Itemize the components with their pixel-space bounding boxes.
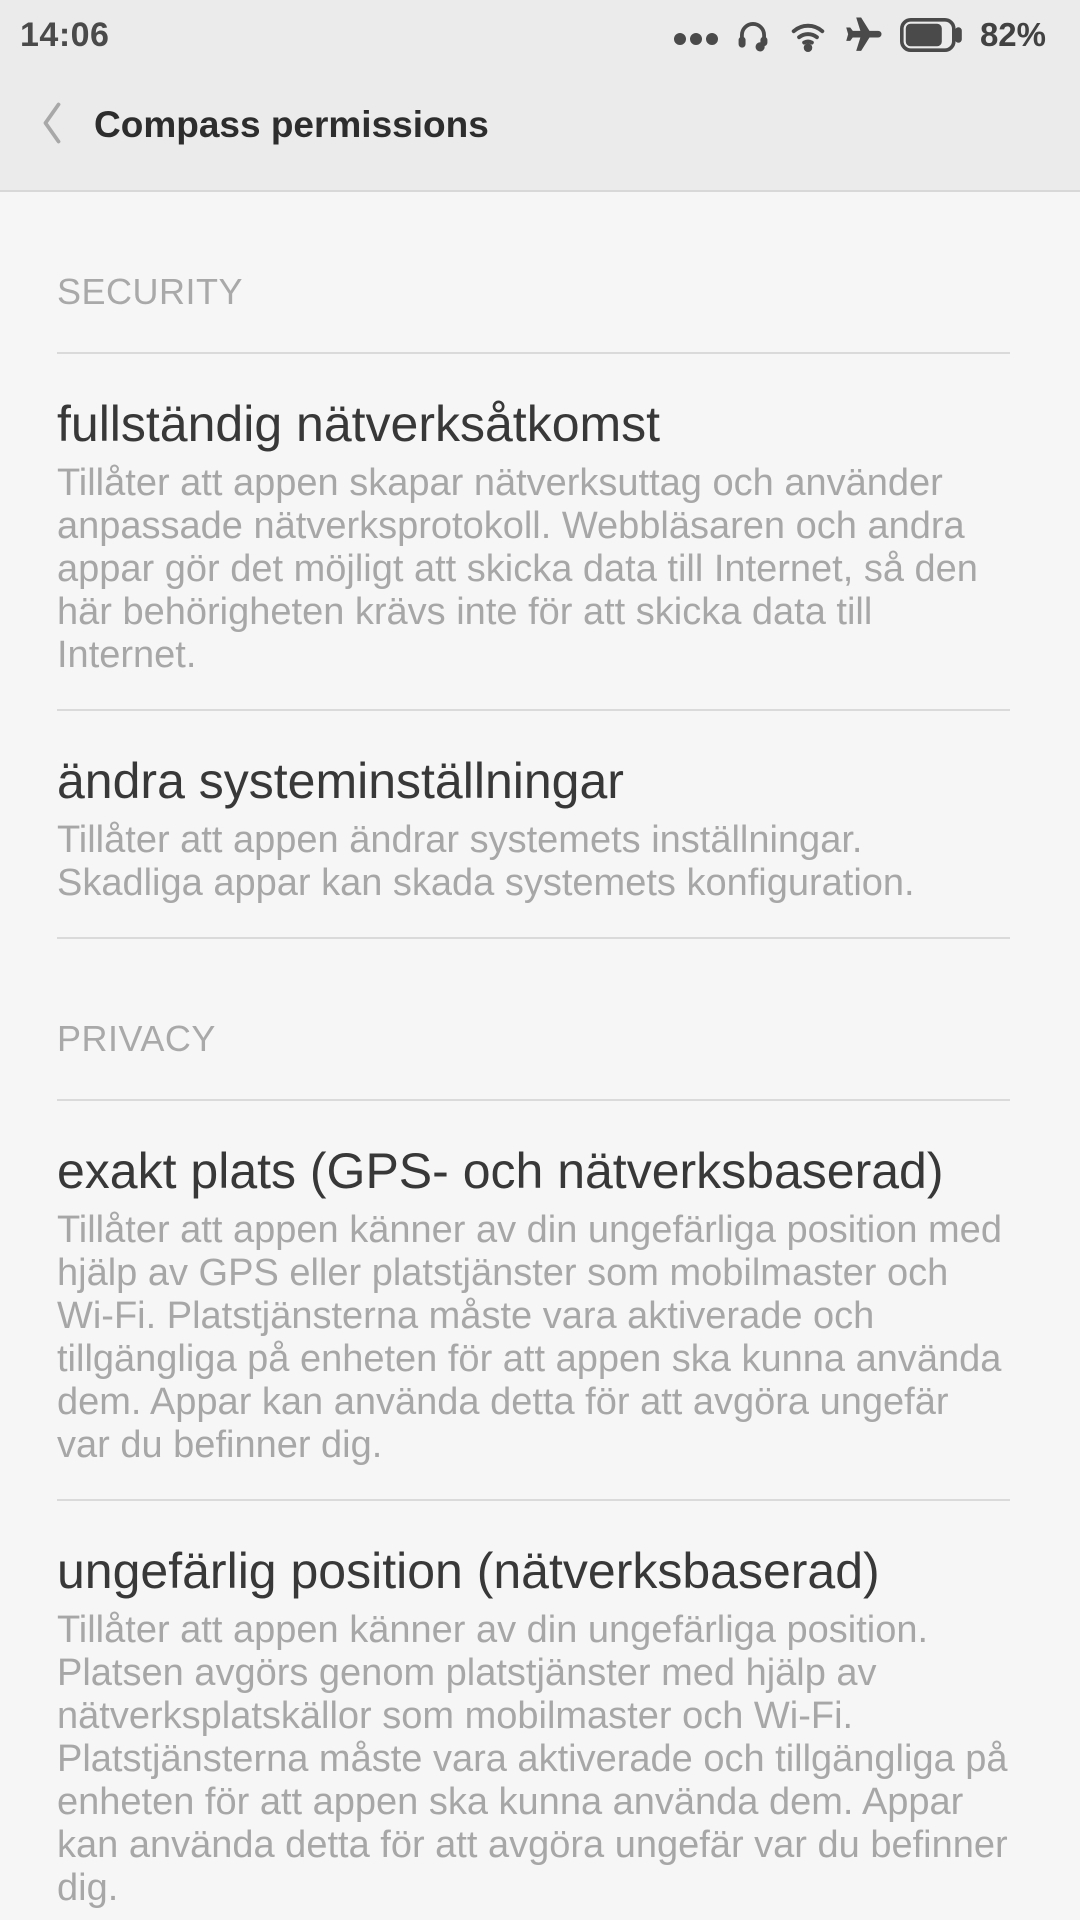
status-bar [0,0,1080,60]
permission-item-modify-system-settings [57,711,1010,937]
permission-description: Tillåter att appen ändrar systemets inställningar. Skadliga appar kan skada systemets konfiguration. [57,819,915,904]
section-label-privacy: PRIVACY [57,1018,216,1059]
wifi-icon [788,16,828,54]
permissions-list [0,192,1080,1920]
page-title: Compass permissions [94,104,489,145]
permission-title: ungefärlig position (nätverksbaserad) [57,1543,880,1599]
chevron-left-icon [36,99,68,152]
permission-description: Tillåter att appen känner av din ungefärliga position. Platsen avgörs genom platstjänster med hjälp av nätverksplatskällor som mobilmaster och Wi-Fi. Platstjänsterna måste vara aktiverade och tillgängliga på enheten för att appen ska kunna använda dem. Appar kan använda detta för att avgöra ungefär var du befinner dig. [57,1609,1008,1909]
permission-title: fullständig nätverksåtkomst [57,396,661,452]
section-security [57,192,1010,939]
nav-bar [0,60,1080,192]
permission-description: Tillåter att appen känner av din ungefärliga position med hjälp av GPS eller platstjänster som mobilmaster och Wi-Fi. Platstjänsterna måste vara aktiverade och tillgängliga på enheten för att appen ska kunna använda dem. Appar kan använda detta för att avgöra ungefär var du befinner dig. [57,1209,1002,1466]
status-icons [674,15,1046,55]
permission-item-precise-location [57,1101,1010,1499]
permission-item-full-network-access [57,354,1010,709]
permission-item-approximate-location [57,1501,1010,1920]
battery-icon [900,17,962,53]
headset-icon [734,16,772,54]
permission-title: ändra systeminställningar [57,753,624,809]
permission-title: exakt plats (GPS- och nätverksbaserad) [57,1143,944,1199]
permission-description: Tillåter att appen skapar nätverksuttag och använder anpassade nätverksprotokoll. Webbläsaren och andra appar gör det möjligt att skicka data till Internet, så den här behörigheten krävs inte för att skicka data till Internet. [57,462,978,676]
airplane-mode-icon [844,15,884,55]
section-privacy [57,939,1010,1920]
battery-percent: 82% [979,16,1046,53]
clock: 14:06 [20,15,110,54]
back-button[interactable] [36,95,92,155]
section-label-security: SECURITY [57,271,244,312]
more-dots-icon [674,17,718,53]
